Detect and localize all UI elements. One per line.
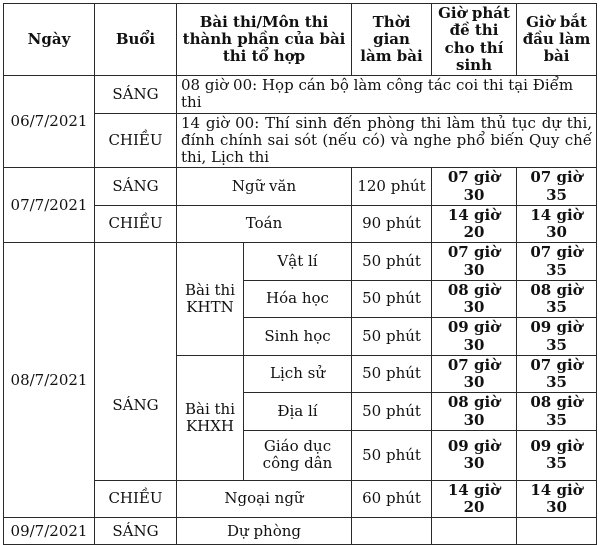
duration-cell: 60 phút (352, 480, 432, 518)
start-time-cell: 07 giờ 35 (517, 168, 597, 206)
duration-cell: 50 phút (352, 243, 432, 281)
start-time-cell: 09 giờ 35 (517, 318, 597, 356)
duration-cell: 90 phút (352, 205, 432, 243)
handout-time-cell: 09 giờ 30 (432, 318, 517, 356)
duration-cell: 50 phút (352, 430, 432, 480)
header-bai-thi: Bài thi/Môn thi thành phần của bài thi tổ hợp (177, 4, 352, 76)
note-cell: 14 giờ 00: Thí sinh đến phòng thi làm thủ tục dự thi, đính chính sai sót (nếu có) và nghe phổ biến Quy chế thi, Lịch thi (177, 113, 597, 168)
handout-time-cell: 08 giờ 30 (432, 393, 517, 431)
header-thoi-gian: Thời gian làm bài (352, 4, 432, 76)
header-ngay: Ngày (4, 4, 95, 76)
duration-cell: 50 phút (352, 280, 432, 318)
date-cell-07: 07/7/2021 (4, 168, 95, 243)
session-cell: CHIỀU (95, 480, 177, 518)
subject-cell: Hóa học (244, 280, 352, 318)
table-row (4, 243, 597, 281)
subject-cell: Giáo dục công dân (244, 430, 352, 480)
table-row (4, 168, 597, 206)
subject-cell: Vật lí (244, 243, 352, 281)
handout-time-cell: 14 giờ 20 (432, 480, 517, 518)
date-cell-09: 09/7/2021 (4, 518, 95, 545)
header-gio-phat-de: Giờ phát đề thi cho thí sinh (432, 4, 517, 76)
duration-cell: 50 phút (352, 393, 432, 431)
group-cell-khtn: Bài thi KHTN (177, 243, 244, 356)
session-cell: CHIỀU (95, 205, 177, 243)
subject-cell: Toán (177, 205, 352, 243)
start-time-cell: 08 giờ 35 (517, 393, 597, 431)
exam-schedule-table (3, 3, 597, 545)
subject-cell: Dự phòng (177, 518, 352, 545)
start-time-cell: 14 giờ 30 (517, 480, 597, 518)
handout-time-cell: 14 giờ 20 (432, 205, 517, 243)
handout-time-cell: 07 giờ 30 (432, 168, 517, 206)
duration-cell: 50 phút (352, 355, 432, 393)
date-cell-06: 06/7/2021 (4, 76, 95, 168)
header-buoi: Buổi (95, 4, 177, 76)
handout-time-cell: 07 giờ 30 (432, 355, 517, 393)
note-cell: 08 giờ 00: Họp cán bộ làm công tác coi thi tại Điểm thi (177, 76, 597, 114)
subject-cell: Địa lí (244, 393, 352, 431)
duration-cell: 120 phút (352, 168, 432, 206)
date-cell-08: 08/7/2021 (4, 243, 95, 518)
subject-cell: Sinh học (244, 318, 352, 356)
session-cell: SÁNG (95, 518, 177, 545)
subject-cell: Lịch sử (244, 355, 352, 393)
empty-cell (517, 518, 597, 545)
session-cell: SÁNG (95, 168, 177, 206)
handout-time-cell: 08 giờ 30 (432, 280, 517, 318)
start-time-cell: 09 giờ 35 (517, 430, 597, 480)
subject-cell: Ngoại ngữ (177, 480, 352, 518)
handout-time-cell: 09 giờ 30 (432, 430, 517, 480)
subject-cell: Ngữ văn (177, 168, 352, 206)
table-row (4, 518, 597, 545)
header-row (4, 4, 597, 76)
header-gio-bat-dau: Giờ bắt đầu làm bài (517, 4, 597, 76)
session-cell: CHIỀU (95, 113, 177, 168)
table-row (4, 76, 597, 114)
empty-cell (432, 518, 517, 545)
group-cell-khxh: Bài thi KHXH (177, 355, 244, 480)
start-time-cell: 07 giờ 35 (517, 243, 597, 281)
start-time-cell: 08 giờ 35 (517, 280, 597, 318)
handout-time-cell: 07 giờ 30 (432, 243, 517, 281)
start-time-cell: 14 giờ 30 (517, 205, 597, 243)
empty-cell (352, 518, 432, 545)
session-cell: SÁNG (95, 243, 177, 481)
duration-cell: 50 phút (352, 318, 432, 356)
session-cell: SÁNG (95, 76, 177, 114)
start-time-cell: 07 giờ 35 (517, 355, 597, 393)
